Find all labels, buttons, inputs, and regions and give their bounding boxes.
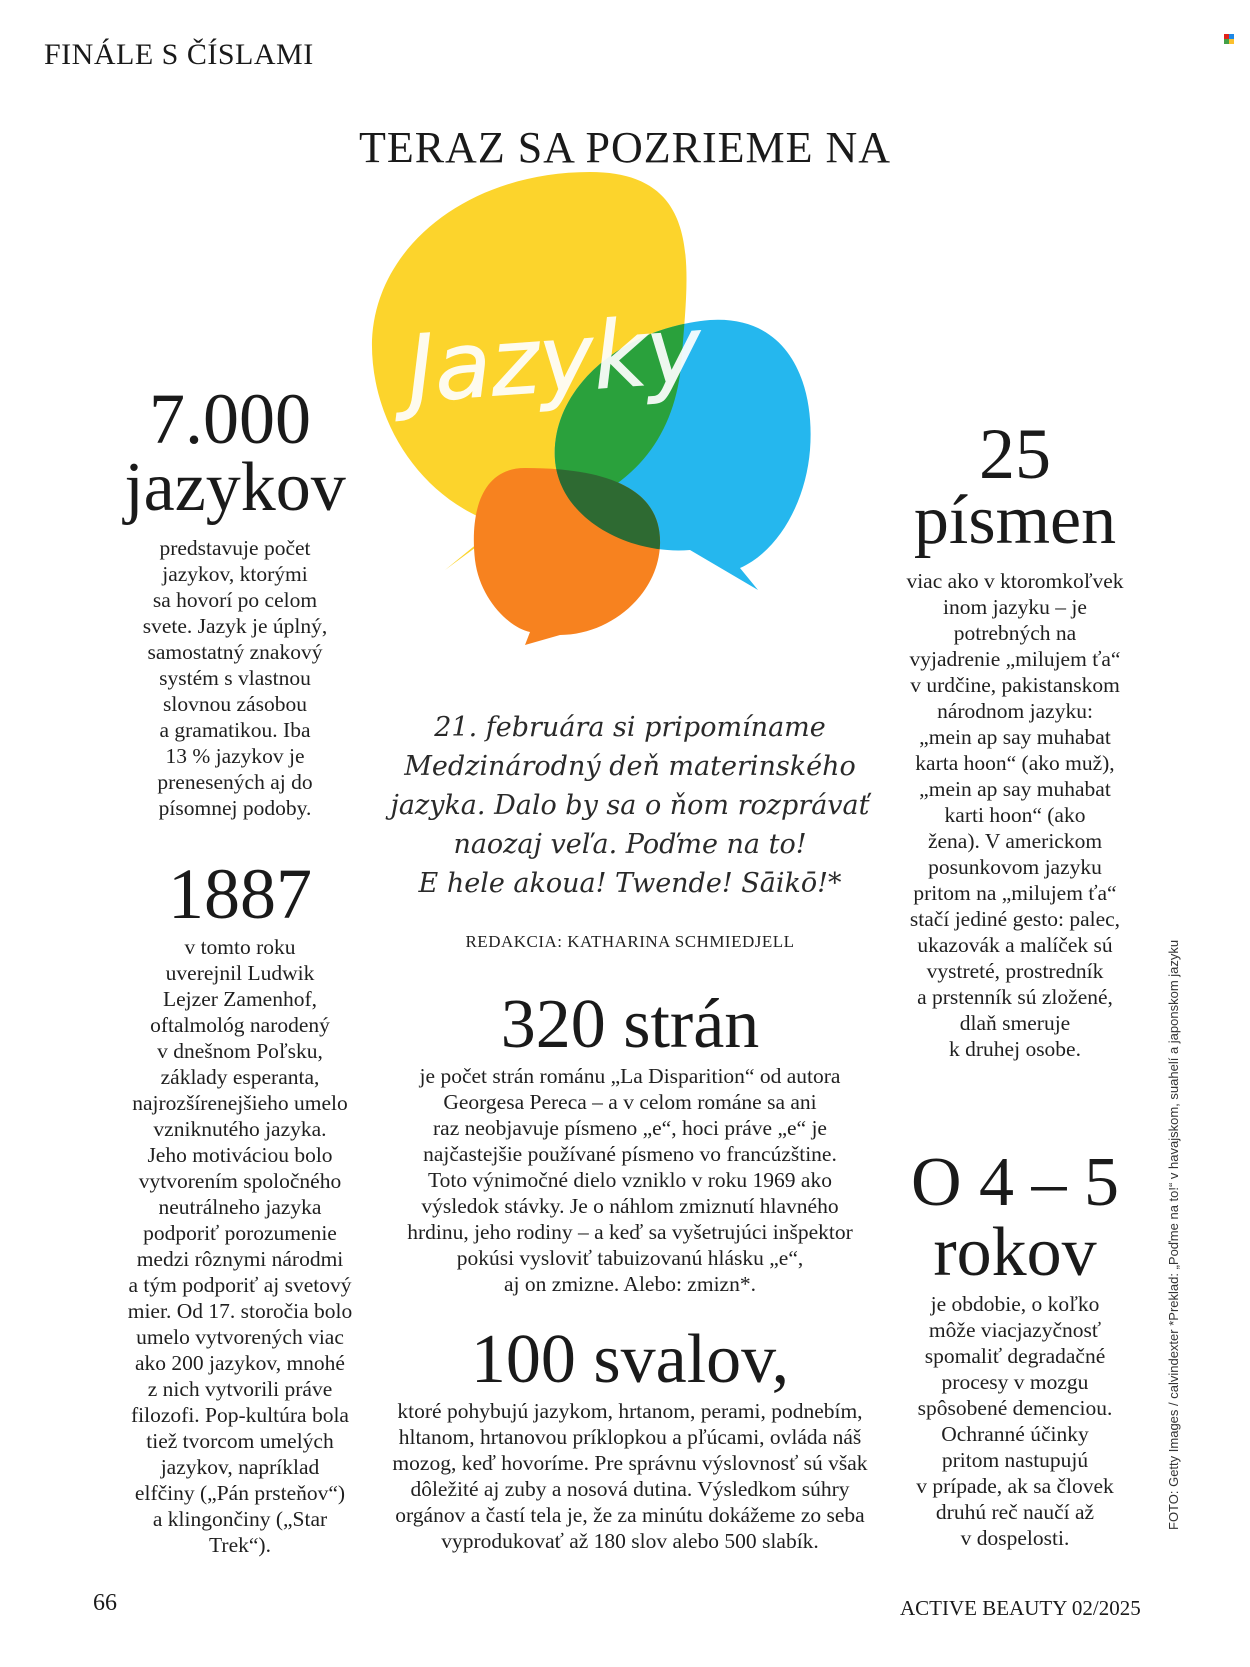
stat-muscles-headline: 100 svalov, <box>470 1321 790 1398</box>
stat-years-unit: rokov <box>933 1214 1097 1291</box>
brand-mark-icon <box>1224 34 1234 44</box>
page-headline: TERAZ SA POZRIEME NA <box>358 123 892 172</box>
photo-credit: FOTO: Getty Images / calvindexter *Preklad: „Poďme na to!“ v havajskom, suahelí a japonskom jazyku <box>1166 939 1181 1530</box>
stat-jazykov-unit: jazykov <box>124 449 346 526</box>
stat-muscles-text: ktoré pohybujú jazykom, hrtanom, perami, podnebím, hltanom, hrtanovou príklopkou a pľúcami, ovláda náš mozog, keď hovoríme. Pre správnu výslovnosť sú však dôležité aj zuby a nosová dutina. Výsledkom súhry orgánov a častí tela je, že za minútu dokážeme zo seba vyprodukovať až 180 slov alebo 500 slabík. <box>392 1399 868 1553</box>
stat-letters-unit: písmen <box>913 482 1117 559</box>
illustration-word: Jazyky <box>403 296 705 424</box>
stat-year-text: v tomto roku uverejnil Ludwik Lejzer Zamenhof, oftalmológ narodený v dnešnom Poľsku, základy esperanta, najrozšírenejšieho umelo vzniknutého jazyka. Jeho motiváciou bolo vytvorením spoločného neutrálneho jazyka podporiť porozumenie medzi rôznymi národmi a tým podporiť aj svetový mier. Od 17. storočia bolo umelo vytvorených viac ako 200 jazykov, mnohé z nich vytvorili práve filozofi. Pop-kultúra bola tiež tvorcom umelých jazykov, napríklad elfčiny („Pán prsteňov“) a klingončiny („Star Trek“). <box>127 935 353 1557</box>
stat-years-number: O 4 – 5 <box>910 1144 1120 1221</box>
stat-letters-text: viac ako v ktoromkoľvek inom jazyku – je potrebných na vyjadrenie „milujem ťa“ v urdčine, pakistanskom národnom jazyku: „mein ap say muhabat karta hoon“ (ako muž), „mein ap say muhabat karti hoon“ (ako žena). V americkom posunkovom jazyku pritom na „milujem ťa“ stačí jediné gesto: palec, ukazovák a malíček sú vystreté, prostredník a prstenník sú zložené, dlaň smeruje k druhej osobe. <box>906 569 1124 1061</box>
stat-jazykov-number: 7.000 <box>149 379 311 459</box>
stat-jazykov-text: predstavuje počet jazykov, ktorými sa hovorí po celom svete. Jazyk je úplný, samostatný znakový systém s vlastnou slovnou zásobou a gramatikou. Iba 13 % jazykov je prenesených aj do písomnej podoby. <box>142 536 328 820</box>
intro-text: 21. februára si pripomíname Medzinárodný deň materinského jazyka. Dalo by sa o ňom rozprávať naozaj veľa. Poďme na to! E hele akoua! Twende! Sāikō!* <box>390 712 870 899</box>
stat-letters-number: 25 <box>979 414 1051 494</box>
byline: REDAKCIA: KATHARINA SCHMIEDJELL <box>465 932 795 951</box>
stat-pages-text: je počet strán románu „La Disparition“ od autora Georgesa Pereca – a v celom románe sa ani raz neobjavuje písmeno „e“, hoci práve „e“ je najčastejšie používané písmeno vo francúzštine. Toto výnimočné dielo vzniklo v roku 1969 ako výsledok stávky. Je o náhlom zmiznutí hlavného hrdinu, jeho rodiny – a keď sa vyšetrujúci inšpektor pokúsi vysloviť tabuizovanú hlásku „e“, aj on zmizne. Alebo: zmizn*. <box>407 1064 853 1296</box>
speech-bubbles-illustration <box>360 170 880 670</box>
stat-years-text: je obdobie, o koľko môže viacjazyčnosť spomaliť degradačné procesy v mozgu spôsobené demenciou. Ochranné účinky pritom nastupujú v prípade, ak sa človek druhú reč naučí až v dospelosti. <box>916 1292 1114 1550</box>
section-label: FINÁLE S ČÍSLAMI <box>44 38 314 71</box>
stat-pages-headline: 320 strán <box>500 986 760 1063</box>
stat-year-number: 1887 <box>168 854 312 934</box>
page-number: 66 <box>93 1590 117 1616</box>
magazine-footer: ACTIVE BEAUTY 02/2025 <box>900 1596 1141 1620</box>
